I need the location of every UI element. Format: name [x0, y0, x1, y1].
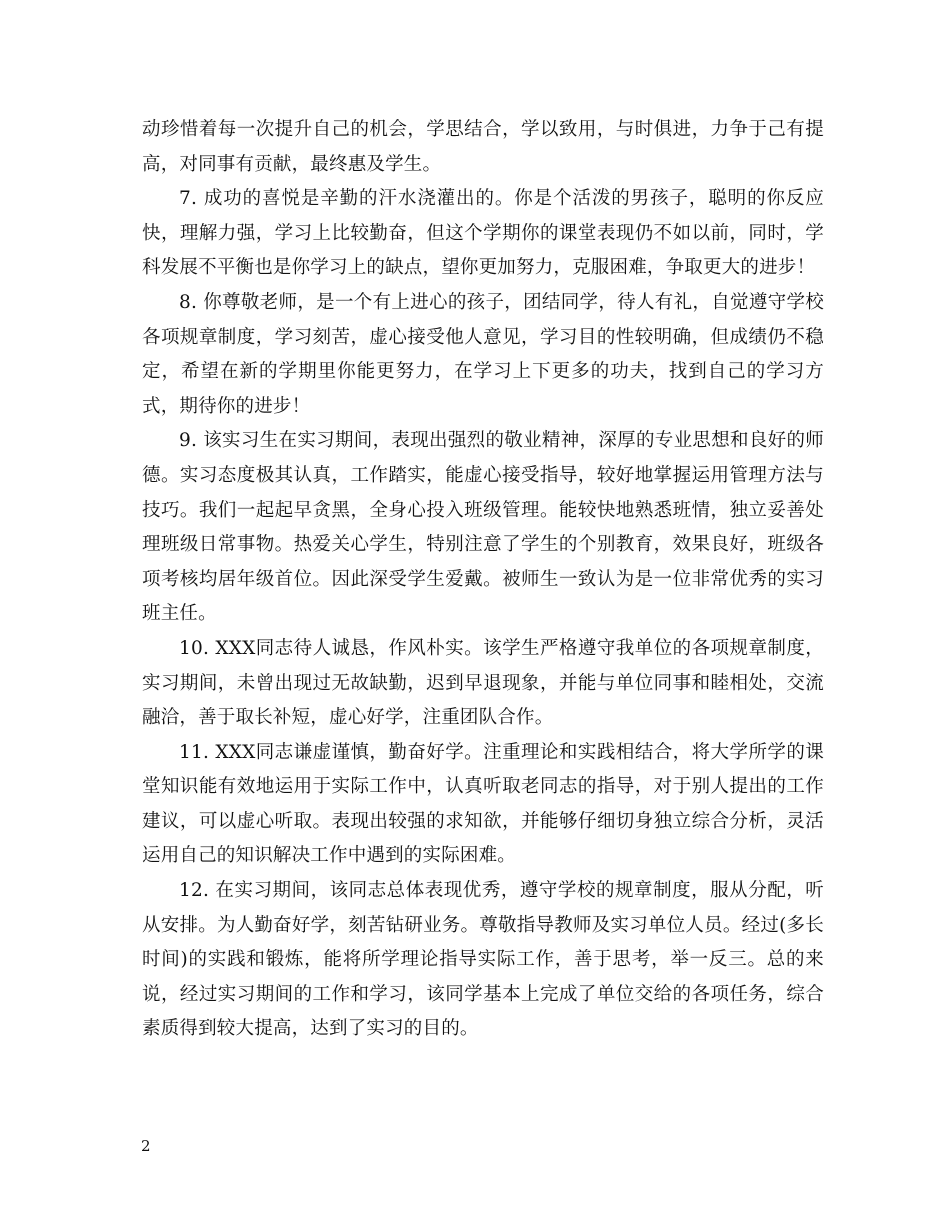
paragraph-item-9: 9. 该实习生在实习期间，表现出强烈的敬业精神，深厚的专业思想和良好的师德。实习态度极其认真，工作踏实，能虚心接受指导，较好地掌握运用管理方法与技巧。我们一起起早贪黑，全身心投入班级管理。能较快地熟悉班情，独立妥善处理班级日常事物。热爱关心学生，特别注意了学生的个别教育，效果良好，班级各项考核均居年级首位。因此深受学生爱戴。被师生一致认为是一位非常优秀的实习班主任。: [142, 430, 825, 625]
document-body: [142, 113, 824, 1047]
paragraph-item-8: 8. 你尊敬老师，是一个有上进心的孩子，团结同学，待人有礼，自觉遵守学校各项规章制度，学习刻苦，虚心接受他人意见，学习目的性较明确，但成绩仍不稳定，希望在新的学期里你能更努力，在学习上下更多的功夫，找到自己的学习方式，期待你的进步！: [142, 291, 825, 417]
paragraph-item-11: 11. XXX同志谦虚谨慎，勤奋好学。注重理论和实践相结合，将大学所学的课堂知识能有效地运用于实际工作中，认真听取老同志的指导，对于别人提出的工作建议，可以虚心听取。表现出较强的求知欲，并能够仔细切身独立综合分析，灵活运用自己的知识解决工作中遇到的实际困难。: [142, 741, 824, 867]
paragraph-item-7: 7. 成功的喜悦是辛勤的汗水浇灌出的。你是个活泼的男孩子，聪明的你反应快，理解力强，学习上比较勤奋，但这个学期你的课堂表现仍不如以前，同时，学科发展不平衡也是你学习上的缺点，望你更加努力，克服困难，争取更大的进步！: [142, 188, 824, 279]
page-number: 2: [141, 1137, 151, 1155]
paragraph-continuation: 动珍惜着每一次提升自己的机会，学思结合，学以致用，与时俱进，力争于己有提高，对同事有贡献，最终惠及学生。: [142, 119, 824, 175]
paragraph-item-12: 12. 在实习期间，该同志总体表现优秀，遵守学校的规章制度，服从分配，听从安排。为人勤奋好学，刻苦钻研业务。尊敬指导教师及实习单位人员。经过(多长时间)的实践和锻炼，能将所学理论指导实际工作，善于思考，举一反三。总的来说，经过实习期间的工作和学习，该同学基本上完成了单位交给的各项任务，综合素质得到较大提高，达到了实习的目的。: [142, 880, 824, 1040]
paragraph-item-10: 10. XXX同志待人诚恳，作风朴实。该学生严格遵守我单位的各项规章制度，实习期间，未曾出现过无故缺勤，迟到早退现象，并能与单位同事和睦相处，交流融洽，善于取长补短，虚心好学，注重团队合作。: [142, 637, 824, 729]
